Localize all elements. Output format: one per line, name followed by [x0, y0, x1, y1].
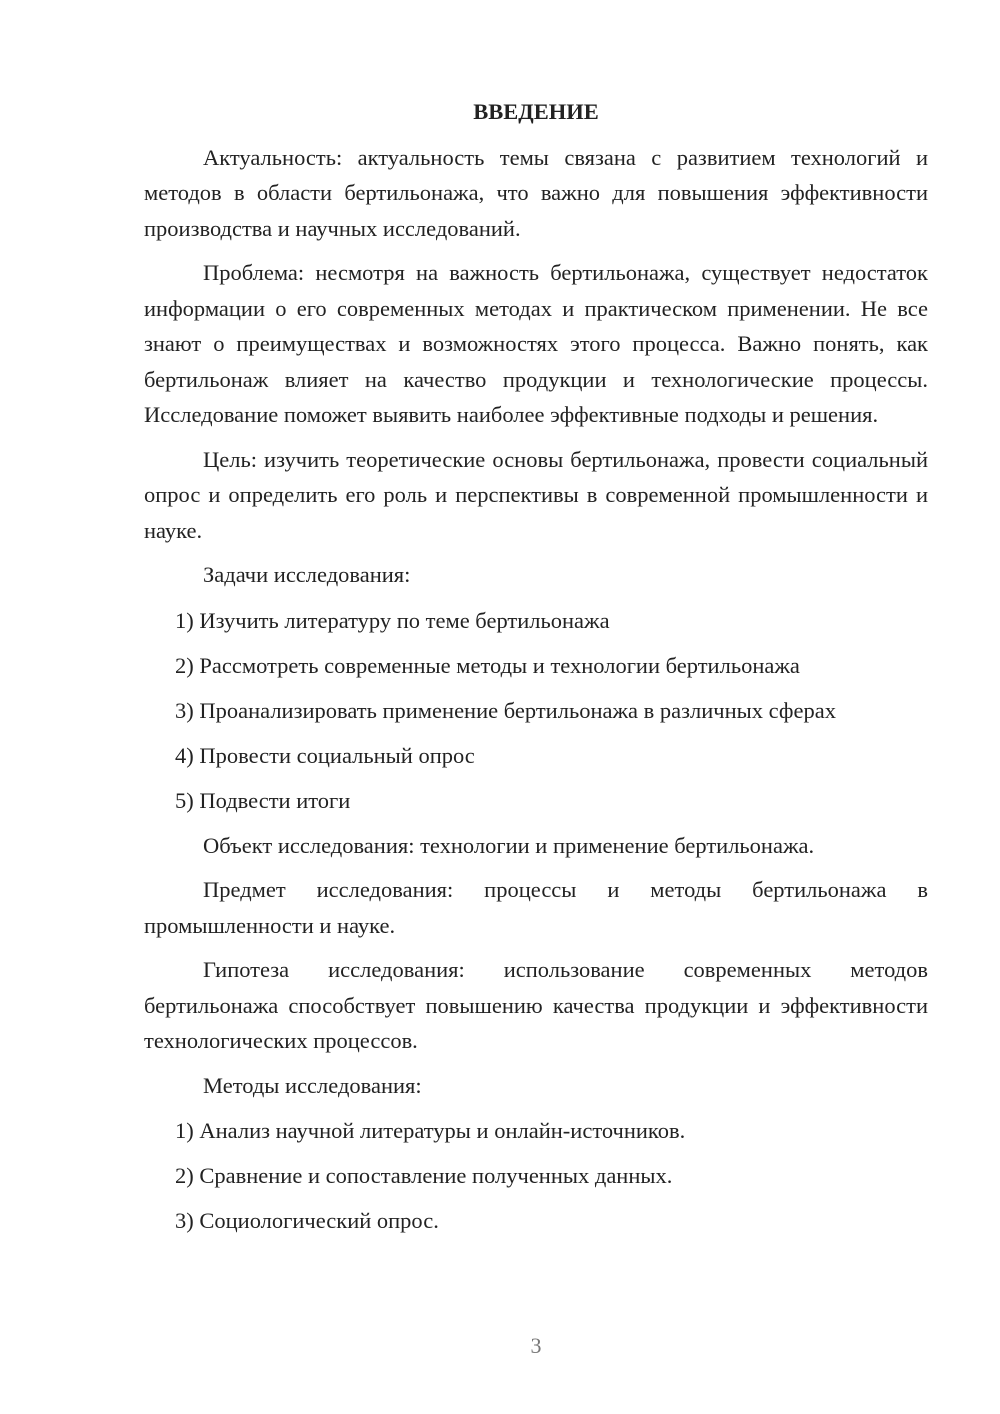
task-item: 4) Провести социальный опрос: [175, 742, 475, 768]
method-item: 2) Сравнение и сопоставление полученных данных.: [175, 1163, 673, 1188]
tasks-list: [144, 603, 928, 819]
task-item: 3) Проанализировать применение бертильонажа в различных сферах: [175, 697, 836, 723]
task-item: 5) Подвести итоги: [175, 787, 351, 813]
page-number: 3: [530, 1333, 542, 1358]
page-title: ВВЕДЕНИЕ: [473, 99, 599, 124]
method-item: 3) Социологический опрос.: [175, 1208, 439, 1233]
page-content: [144, 94, 928, 1248]
methods-heading: Методы исследования:: [203, 1072, 422, 1098]
subject-paragraph: Предмет исследования: процессы и методы бертильонажа в промышленности и науке.: [144, 877, 928, 938]
problem-paragraph: Проблема: несмотря на важность бертильонажа, существует недостаток информации о его современных методах и практическом применении. Не все знают о преимуществах и возможностях этого процесса. Важно понять, как бертильонаж влияет на качество продукции и технологические процессы. Исследование поможет выявить наиболее эффективные подходы и решения.: [144, 260, 928, 427]
object-paragraph: Объект исследования: технологии и применение бертильонажа.: [203, 832, 815, 858]
goal-paragraph: Цель: изучить теоретические основы бертильонажа, провести социальный опрос и определить его роль и перспективы в современной промышленности и науке.: [144, 446, 928, 543]
hypothesis-paragraph: Гипотеза исследования: использование современных методов бертильонажа способствует повышению качества продукции и эффективности технологических процессов.: [144, 957, 928, 1053]
methods-list: [144, 1113, 928, 1239]
task-item: 1) Изучить литературу по теме бертильонажа: [175, 607, 610, 633]
tasks-heading: Задачи исследования:: [203, 562, 411, 587]
method-item: 1) Анализ научной литературы и онлайн-источников.: [175, 1118, 686, 1143]
relevance-paragraph: Актуальность: актуальность темы связана с развитием технологий и методов в области бертильонажа, что важно для повышения эффективности производства и научных исследований.: [144, 144, 928, 241]
task-item: 2) Рассмотреть современные методы и технологии бертильонажа: [175, 652, 800, 678]
